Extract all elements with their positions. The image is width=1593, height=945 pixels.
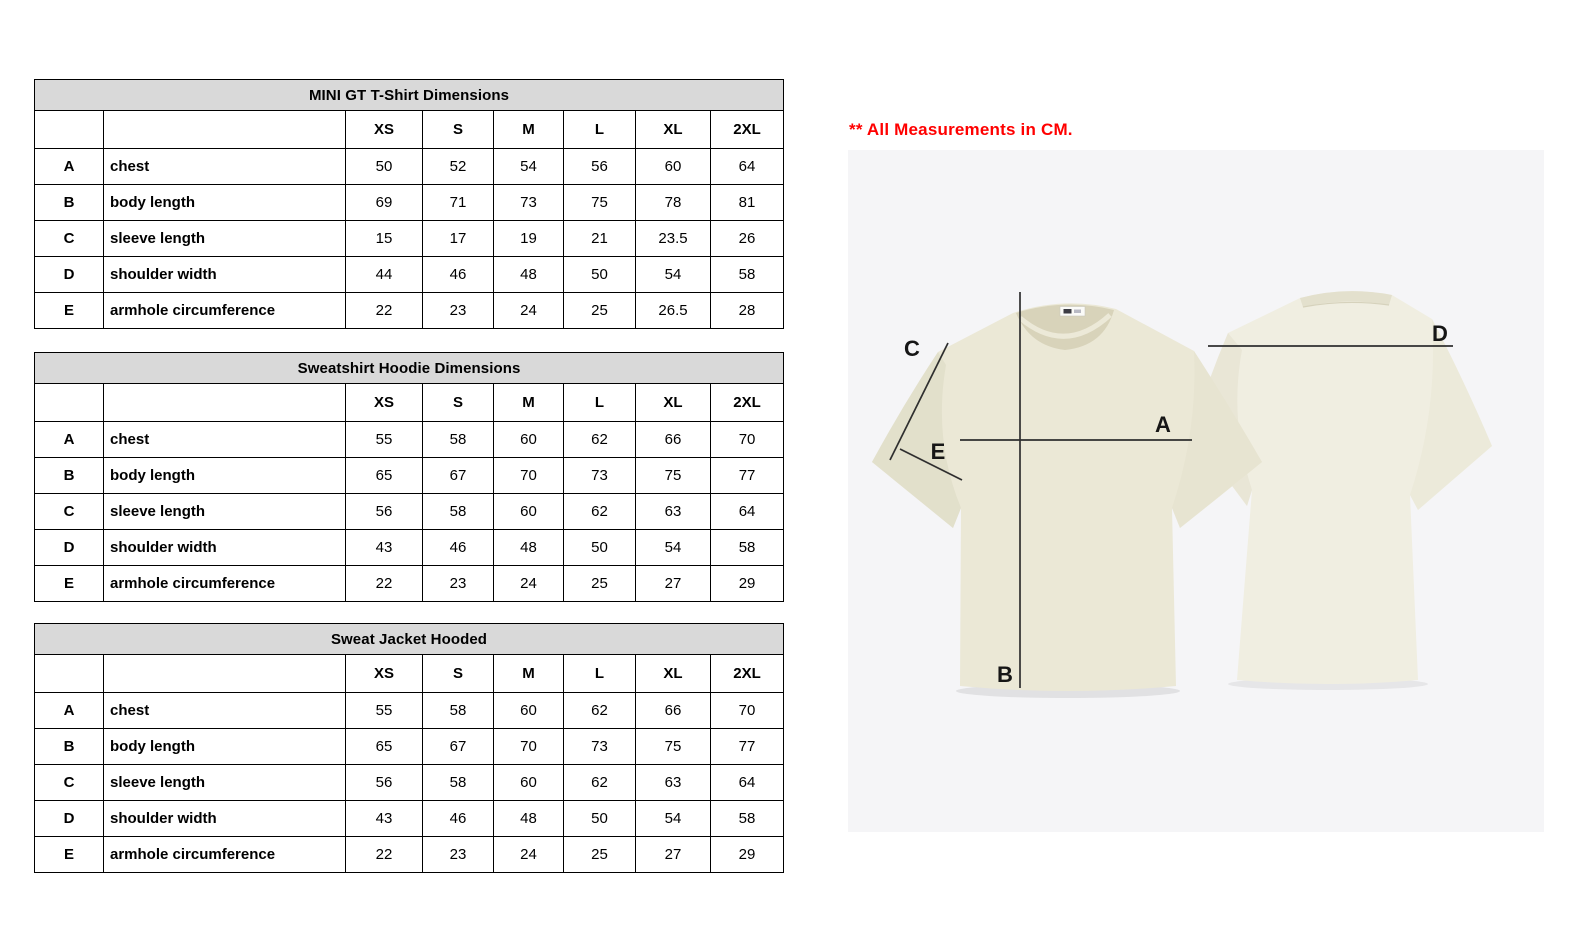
size-col-header: S xyxy=(423,111,494,149)
corner-cell xyxy=(35,655,104,693)
row-label: body length xyxy=(104,729,346,765)
size-col-header: S xyxy=(423,384,494,422)
cell-value: 23 xyxy=(423,293,494,329)
row-label: sleeve length xyxy=(104,765,346,801)
cell-value: 56 xyxy=(346,765,423,801)
row-label: armhole circumference xyxy=(104,566,346,602)
table-row xyxy=(35,257,784,293)
cell-value: 56 xyxy=(564,149,636,185)
cell-value: 17 xyxy=(423,221,494,257)
cell-value: 58 xyxy=(711,257,784,293)
cell-value: 29 xyxy=(711,566,784,602)
row-key: C xyxy=(35,765,104,801)
table-title: Sweatshirt Hoodie Dimensions xyxy=(35,353,784,384)
cell-value: 15 xyxy=(346,221,423,257)
cell-value: 65 xyxy=(346,729,423,765)
cell-value: 71 xyxy=(423,185,494,221)
cell-value: 27 xyxy=(636,566,711,602)
size-col-header: 2XL xyxy=(711,384,784,422)
cell-value: 55 xyxy=(346,693,423,729)
size-col-header: L xyxy=(564,111,636,149)
cell-value: 75 xyxy=(564,185,636,221)
measurement-label-d: D xyxy=(1432,321,1448,346)
row-label: shoulder width xyxy=(104,257,346,293)
row-label: sleeve length xyxy=(104,494,346,530)
table-row xyxy=(35,566,784,602)
corner-cell xyxy=(104,384,346,422)
cell-value: 64 xyxy=(711,494,784,530)
corner-cell xyxy=(35,111,104,149)
table-title: Sweat Jacket Hooded xyxy=(35,624,784,655)
collar-tag xyxy=(1060,307,1085,317)
cell-value: 23 xyxy=(423,566,494,602)
cell-value: 23 xyxy=(423,837,494,873)
cell-value: 22 xyxy=(346,566,423,602)
cell-value: 64 xyxy=(711,765,784,801)
shirt-back-illustration xyxy=(1192,291,1492,684)
row-label: armhole circumference xyxy=(104,837,346,873)
cell-value: 22 xyxy=(346,293,423,329)
size-col-header: M xyxy=(494,384,564,422)
row-key: A xyxy=(35,693,104,729)
cell-value: 70 xyxy=(711,693,784,729)
cell-value: 62 xyxy=(564,422,636,458)
cell-value: 78 xyxy=(636,185,711,221)
table-row xyxy=(35,221,784,257)
cell-value: 52 xyxy=(423,149,494,185)
cell-value: 24 xyxy=(494,293,564,329)
size-col-header: XL xyxy=(636,384,711,422)
cell-value: 70 xyxy=(711,422,784,458)
cell-value: 24 xyxy=(494,837,564,873)
measurement-label-a: A xyxy=(1155,412,1171,437)
cell-value: 25 xyxy=(564,566,636,602)
size-col-header: XS xyxy=(346,384,423,422)
cell-value: 73 xyxy=(564,458,636,494)
row-key: D xyxy=(35,801,104,837)
cell-value: 23.5 xyxy=(636,221,711,257)
size-col-header: 2XL xyxy=(711,655,784,693)
cell-value: 67 xyxy=(423,458,494,494)
cell-value: 75 xyxy=(636,729,711,765)
shirt-front-illustration xyxy=(872,303,1262,691)
cell-value: 54 xyxy=(636,801,711,837)
measurements-note: ** All Measurements in CM. xyxy=(849,120,1073,139)
tshirt-measurement-diagram xyxy=(848,150,1544,832)
cell-value: 54 xyxy=(494,149,564,185)
cell-value: 73 xyxy=(494,185,564,221)
row-key: C xyxy=(35,494,104,530)
table-mini-gt-tshirt xyxy=(34,79,784,329)
cell-value: 66 xyxy=(636,693,711,729)
size-col-header: L xyxy=(564,384,636,422)
size-diagram-panel xyxy=(848,150,1544,832)
cell-value: 54 xyxy=(636,530,711,566)
cell-value: 50 xyxy=(564,530,636,566)
cell-value: 58 xyxy=(423,693,494,729)
table-row xyxy=(35,458,784,494)
cell-value: 66 xyxy=(636,422,711,458)
cell-value: 46 xyxy=(423,530,494,566)
cell-value: 70 xyxy=(494,729,564,765)
measurement-label-e: E xyxy=(930,439,946,464)
row-key: C xyxy=(35,221,104,257)
cell-value: 69 xyxy=(346,185,423,221)
table-row xyxy=(35,185,784,221)
cell-value: 27 xyxy=(636,837,711,873)
cell-value: 62 xyxy=(564,693,636,729)
row-key: A xyxy=(35,149,104,185)
cell-value: 75 xyxy=(636,458,711,494)
cell-value: 50 xyxy=(564,257,636,293)
table-row xyxy=(35,494,784,530)
table-row xyxy=(35,530,784,566)
cell-value: 58 xyxy=(711,530,784,566)
cell-value: 73 xyxy=(564,729,636,765)
size-col-header: 2XL xyxy=(711,111,784,149)
cell-value: 50 xyxy=(564,801,636,837)
cell-value: 58 xyxy=(423,422,494,458)
cell-value: 77 xyxy=(711,458,784,494)
cell-value: 81 xyxy=(711,185,784,221)
cell-value: 60 xyxy=(636,149,711,185)
table-title: MINI GT T-Shirt Dimensions xyxy=(35,80,784,111)
cell-value: 46 xyxy=(423,801,494,837)
table-row xyxy=(35,729,784,765)
row-key: A xyxy=(35,422,104,458)
cell-value: 55 xyxy=(346,422,423,458)
cell-value: 70 xyxy=(494,458,564,494)
cell-value: 58 xyxy=(711,801,784,837)
row-key: D xyxy=(35,257,104,293)
cell-value: 63 xyxy=(636,494,711,530)
row-key: E xyxy=(35,566,104,602)
table-row xyxy=(35,693,784,729)
row-key: E xyxy=(35,837,104,873)
row-key: B xyxy=(35,729,104,765)
cell-value: 21 xyxy=(564,221,636,257)
cell-value: 63 xyxy=(636,765,711,801)
cell-value: 54 xyxy=(636,257,711,293)
cell-value: 43 xyxy=(346,530,423,566)
cell-value: 67 xyxy=(423,729,494,765)
cell-value: 25 xyxy=(564,293,636,329)
cell-value: 56 xyxy=(346,494,423,530)
cell-value: 62 xyxy=(564,765,636,801)
cell-value: 26 xyxy=(711,221,784,257)
cell-value: 60 xyxy=(494,693,564,729)
row-label: chest xyxy=(104,422,346,458)
row-label: sleeve length xyxy=(104,221,346,257)
cell-value: 58 xyxy=(423,765,494,801)
cell-value: 48 xyxy=(494,801,564,837)
cell-value: 60 xyxy=(494,765,564,801)
size-col-header: M xyxy=(494,111,564,149)
corner-cell xyxy=(35,384,104,422)
row-key: B xyxy=(35,458,104,494)
size-col-header: XL xyxy=(636,655,711,693)
row-label: shoulder width xyxy=(104,801,346,837)
cell-value: 60 xyxy=(494,494,564,530)
table-row xyxy=(35,293,784,329)
row-label: shoulder width xyxy=(104,530,346,566)
size-col-header: XS xyxy=(346,111,423,149)
row-label: body length xyxy=(104,185,346,221)
corner-cell xyxy=(104,655,346,693)
cell-value: 26.5 xyxy=(636,293,711,329)
cell-value: 64 xyxy=(711,149,784,185)
measurement-label-b: B xyxy=(997,662,1013,687)
row-key: D xyxy=(35,530,104,566)
size-col-header: XS xyxy=(346,655,423,693)
cell-value: 50 xyxy=(346,149,423,185)
cell-value: 58 xyxy=(423,494,494,530)
table-sweat-jacket-hooded xyxy=(34,623,784,873)
cell-value: 62 xyxy=(564,494,636,530)
cell-value: 48 xyxy=(494,530,564,566)
cell-value: 44 xyxy=(346,257,423,293)
cell-value: 24 xyxy=(494,566,564,602)
cell-value: 46 xyxy=(423,257,494,293)
measurement-label-c: C xyxy=(904,336,920,361)
cell-value: 22 xyxy=(346,837,423,873)
size-col-header: L xyxy=(564,655,636,693)
cell-value: 77 xyxy=(711,729,784,765)
table-row xyxy=(35,422,784,458)
cell-value: 19 xyxy=(494,221,564,257)
cell-value: 65 xyxy=(346,458,423,494)
size-col-header: XL xyxy=(636,111,711,149)
cell-value: 43 xyxy=(346,801,423,837)
cell-value: 29 xyxy=(711,837,784,873)
row-key: E xyxy=(35,293,104,329)
row-label: body length xyxy=(104,458,346,494)
table-row xyxy=(35,837,784,873)
table-row xyxy=(35,801,784,837)
table-sweatshirt-hoodie xyxy=(34,352,784,602)
size-col-header: S xyxy=(423,655,494,693)
row-key: B xyxy=(35,185,104,221)
table-row xyxy=(35,765,784,801)
size-col-header: M xyxy=(494,655,564,693)
table-row xyxy=(35,149,784,185)
corner-cell xyxy=(104,111,346,149)
cell-value: 60 xyxy=(494,422,564,458)
cell-value: 28 xyxy=(711,293,784,329)
row-label: chest xyxy=(104,693,346,729)
row-label: chest xyxy=(104,149,346,185)
cell-value: 25 xyxy=(564,837,636,873)
cell-value: 48 xyxy=(494,257,564,293)
row-label: armhole circumference xyxy=(104,293,346,329)
